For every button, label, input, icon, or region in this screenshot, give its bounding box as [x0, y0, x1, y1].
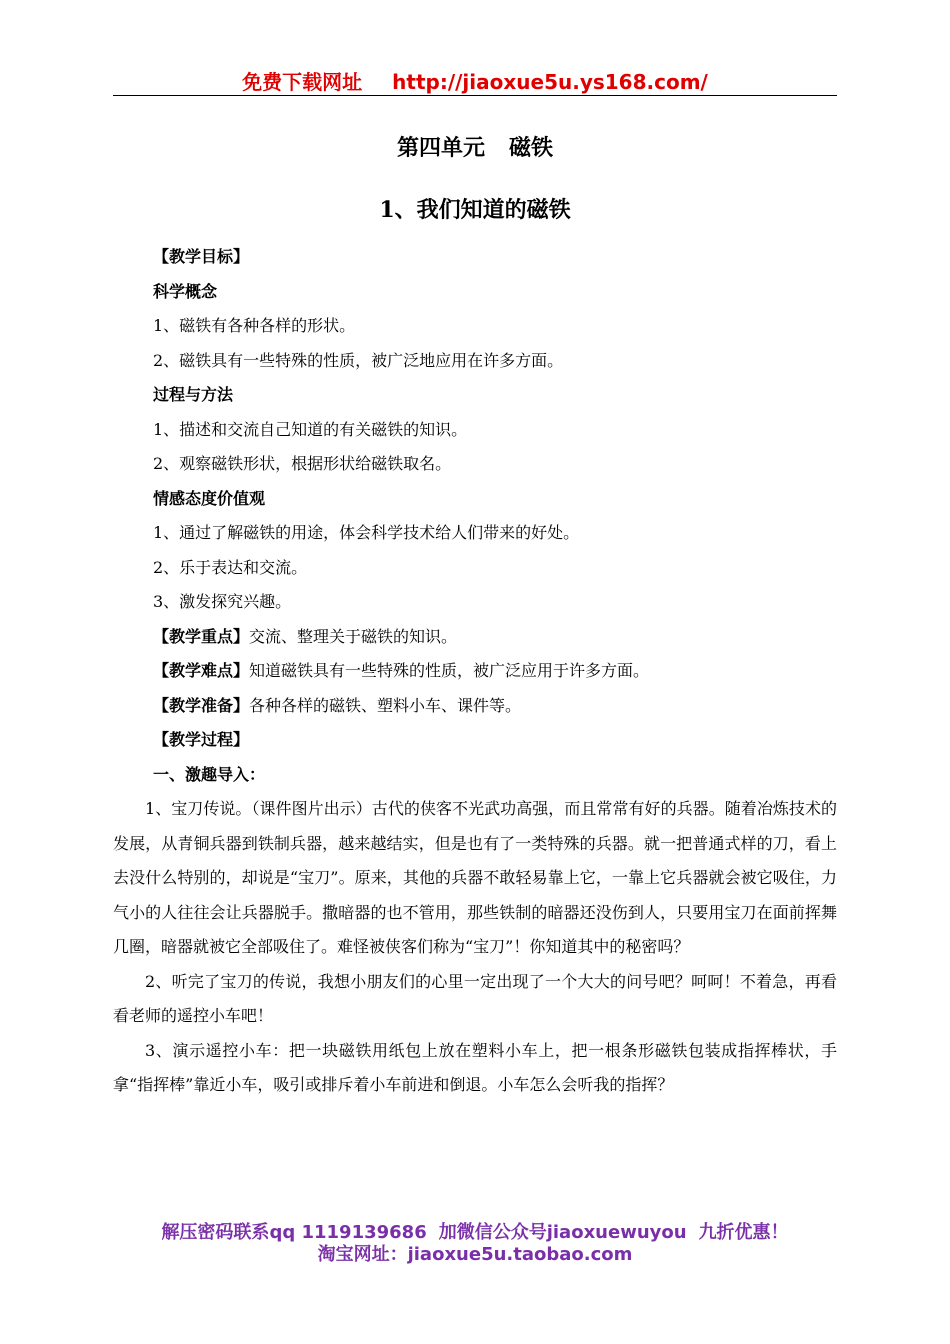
preparation-text: 各种各样的磁铁、塑料小车、课件等。	[249, 695, 522, 715]
key-point	[113, 620, 837, 655]
procedure-paragraph-3: 3、演示遥控小车：把一块磁铁用纸包上放在塑料小车上，把一根条形磁铁包装成指挥棒状，手拿“指挥棒”靠近小车，吸引或排斥着小车前进和倒退。小车怎么会听我的指挥？	[113, 1040, 837, 1094]
attitude-item-3: 3、激发探究兴趣。	[153, 592, 292, 611]
lesson-title: 1、我们知道的磁铁	[379, 197, 571, 223]
header-url-link[interactable]: http://jiaoxue5u.ys168.com/	[392, 70, 708, 94]
footer-taobao-label: 淘宝网址：	[317, 1244, 408, 1265]
footer-discount: 九折优惠！	[698, 1222, 789, 1243]
process-item-1: 1、描述和交流自己知道的有关磁铁的知识。	[153, 419, 468, 439]
unit-number: 第四单元	[396, 135, 485, 161]
science-item-2: 2、磁铁具有一些特殊的性质，被广泛地应用在许多方面。	[153, 350, 564, 370]
section-1-heading: 一、激趣导入：	[153, 764, 266, 784]
footer-taobao-link[interactable]: jiaoxue5u.taobao.com	[407, 1244, 633, 1265]
footer-taobao-line	[0, 1240, 950, 1266]
process-method-heading: 过程与方法	[153, 385, 234, 404]
document-body	[113, 240, 837, 1103]
unit-title	[0, 131, 950, 162]
process-item-2: 2、观察磁铁形状，根据形状给磁铁取名。	[153, 454, 452, 473]
procedure-paragraph-1: 1、宝刀传说。（课件图片出示）古代的侠客不光武功高强，而且常常有好的兵器。随着冶炼技术的发展，从青铜兵器到铁制兵器，越来越结实，但是也有了一类特殊的兵器。就一把普通式样的刀，看上去没什么特别的，却说是“宝刀”。原来，其他的兵器不敢轻易靠上它，一靠上它兵器就会被它吸住，力气小的人往往会让兵器脱手。撒暗器的也不管用，那些铁制的暗器还没伤到人，只要用宝刀在面前挥舞几圈，暗器就被它全部吸住了。难怪被侠客们称为“宝刀”！你知道其中的秘密吗？	[113, 799, 837, 956]
header-divider	[113, 95, 837, 96]
attitude-item-1: 1、通过了解磁铁的用途，体会科学技术给人们带来的好处。	[153, 523, 580, 542]
objectives-heading: 【教学目标】	[153, 247, 250, 266]
attitude-item-2: 2、乐于表达和交流。	[153, 557, 308, 577]
difficulty-label: 【教学难点】	[153, 661, 250, 680]
key-point-text: 交流、整理关于磁铁的知识。	[249, 626, 458, 646]
key-point-label: 【教学重点】	[153, 626, 250, 646]
header-banner	[0, 66, 950, 95]
footer-password-text: 解压密码联系	[161, 1222, 270, 1243]
preparation	[113, 689, 837, 724]
procedure-heading: 【教学过程】	[153, 730, 250, 749]
difficulty-text: 知道磁铁具有一些特殊的性质，被广泛应用于许多方面。	[249, 661, 650, 680]
footer-wechat-id: jiaoxuewuyou	[546, 1222, 687, 1243]
header-label: 免费下载网址	[242, 70, 363, 94]
attitude-heading: 情感态度价值观	[153, 488, 266, 508]
footer-qq: qq 1119139686	[269, 1222, 427, 1243]
procedure-paragraph-2: 2、听完了宝刀的传说，我想小朋友们的心里一定出现了一个大大的问号吧？呵呵！不着急，再看看老师的遥控小车吧！	[113, 971, 837, 1025]
preparation-label: 【教学准备】	[153, 695, 250, 715]
footer-wechat-text: 加微信公众号	[438, 1222, 547, 1243]
science-item-1: 1、磁铁有各种各样的形状。	[153, 316, 356, 335]
unit-topic: 磁铁	[509, 135, 554, 161]
difficulty	[113, 654, 837, 689]
science-concept-heading: 科学概念	[153, 281, 218, 301]
